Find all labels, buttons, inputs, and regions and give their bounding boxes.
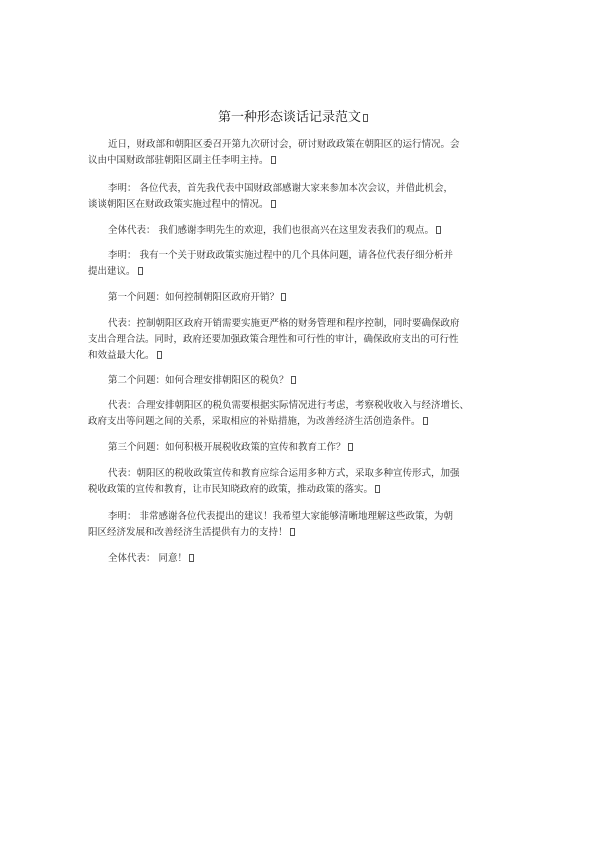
paragraph-line: 议由中国财政部驻朝阳区副主任李明主持。 xyxy=(88,153,516,169)
paragraph-mark-icon xyxy=(271,200,276,208)
paragraph-liming-questions xyxy=(88,248,516,280)
paragraph-question-2 xyxy=(88,373,516,389)
paragraph-mark-icon xyxy=(271,156,276,164)
paragraph-all-reps-agree xyxy=(88,551,516,567)
paragraph-line: 第一个问题：如何控制朝阳区政府开销？ xyxy=(88,290,516,306)
paragraph-line: 李明： 非常感谢各位代表提出的建议！我希望大家能够清晰地理解这些政策，为朝 xyxy=(108,511,454,522)
paragraph-mark-icon xyxy=(291,376,296,384)
paragraph-mark-icon xyxy=(290,528,295,536)
paragraph-mark-icon xyxy=(436,226,441,234)
paragraph-mark-icon xyxy=(363,114,368,122)
paragraph-line: 近日，财政部和朝阳区委召开第九次研讨会，研讨财政政策在朝阳区的运行情况。会 xyxy=(108,139,460,150)
paragraph-line: 李明： 各位代表，首先我代表中国财政部感谢大家来参加本次会议，并借此机会， xyxy=(108,183,454,194)
paragraph-line: 第二个问题：如何合理安排朝阳区的税负？ xyxy=(88,373,516,389)
paragraph-intro xyxy=(88,137,516,169)
paragraph-liming-opening xyxy=(88,181,516,213)
paragraph-answer-1 xyxy=(88,316,516,364)
paragraph-line: 政府支出等问题之间的关系，采取相应的补贴措施，为改善经济生活创造条件。 xyxy=(88,414,516,430)
paragraph-line: 代表：朝阳区的税收政策宣传和教育应综合运用多种方式，采取多种宣传形式，加强 xyxy=(108,468,460,479)
paragraph-mark-icon xyxy=(423,417,428,425)
paragraph-line: 和效益最大化。 xyxy=(88,348,516,364)
paragraph-line: 支出合理合法。同时，政府还要加强政策合理性和可行性的审计，确保政府支出的可行性 xyxy=(88,334,459,345)
paragraph-all-reps-welcome xyxy=(88,223,516,239)
paragraph-line: 代表：控制朝阳区政府开销需要实施更严格的财务管理和程序控制，同时要确保政府 xyxy=(108,318,460,329)
paragraph-line: 李明： 我有一个关于财政政策实施过程中的几个具体问题，请各位代表仔细分析并 xyxy=(108,250,454,261)
paragraph-liming-closing xyxy=(88,509,516,541)
paragraph-mark-icon xyxy=(375,485,380,493)
paragraph-line: 第三个问题：如何积极开展税收政策的宣传和教育工作？ xyxy=(88,440,516,456)
paragraph-line: 谈谈朝阳区在财政政策实施过程中的情况。 xyxy=(88,197,516,213)
paragraph-line: 全体代表： 我们感谢李明先生的欢迎，我们也很高兴在这里发表我们的观点。 xyxy=(88,223,516,239)
document-title: 第一种形态谈话记录范文 xyxy=(218,106,368,125)
paragraph-mark-icon xyxy=(138,267,143,275)
paragraph-mark-icon xyxy=(348,443,353,451)
paragraph-mark-icon xyxy=(189,554,194,562)
paragraph-line: 阳区经济发展和改善经济生活提供有力的支持！ xyxy=(88,525,516,541)
paragraph-line: 代表：合理安排朝阳区的税负需要根据实际情况进行考虑，考察税收收入与经济增长、 xyxy=(108,400,470,411)
paragraph-line: 全体代表： 同意！ xyxy=(88,551,516,567)
paragraph-answer-2 xyxy=(88,398,516,430)
paragraph-mark-icon xyxy=(281,293,286,301)
paragraph-answer-3 xyxy=(88,466,516,498)
paragraph-line: 税收政策的宣传和教育，让市民知晓政府的政策，推动政策的落实。 xyxy=(88,482,516,498)
paragraph-question-3 xyxy=(88,440,516,456)
paragraph-question-1 xyxy=(88,290,516,306)
paragraph-line: 提出建议。 xyxy=(88,264,516,280)
paragraph-mark-icon xyxy=(157,351,162,359)
